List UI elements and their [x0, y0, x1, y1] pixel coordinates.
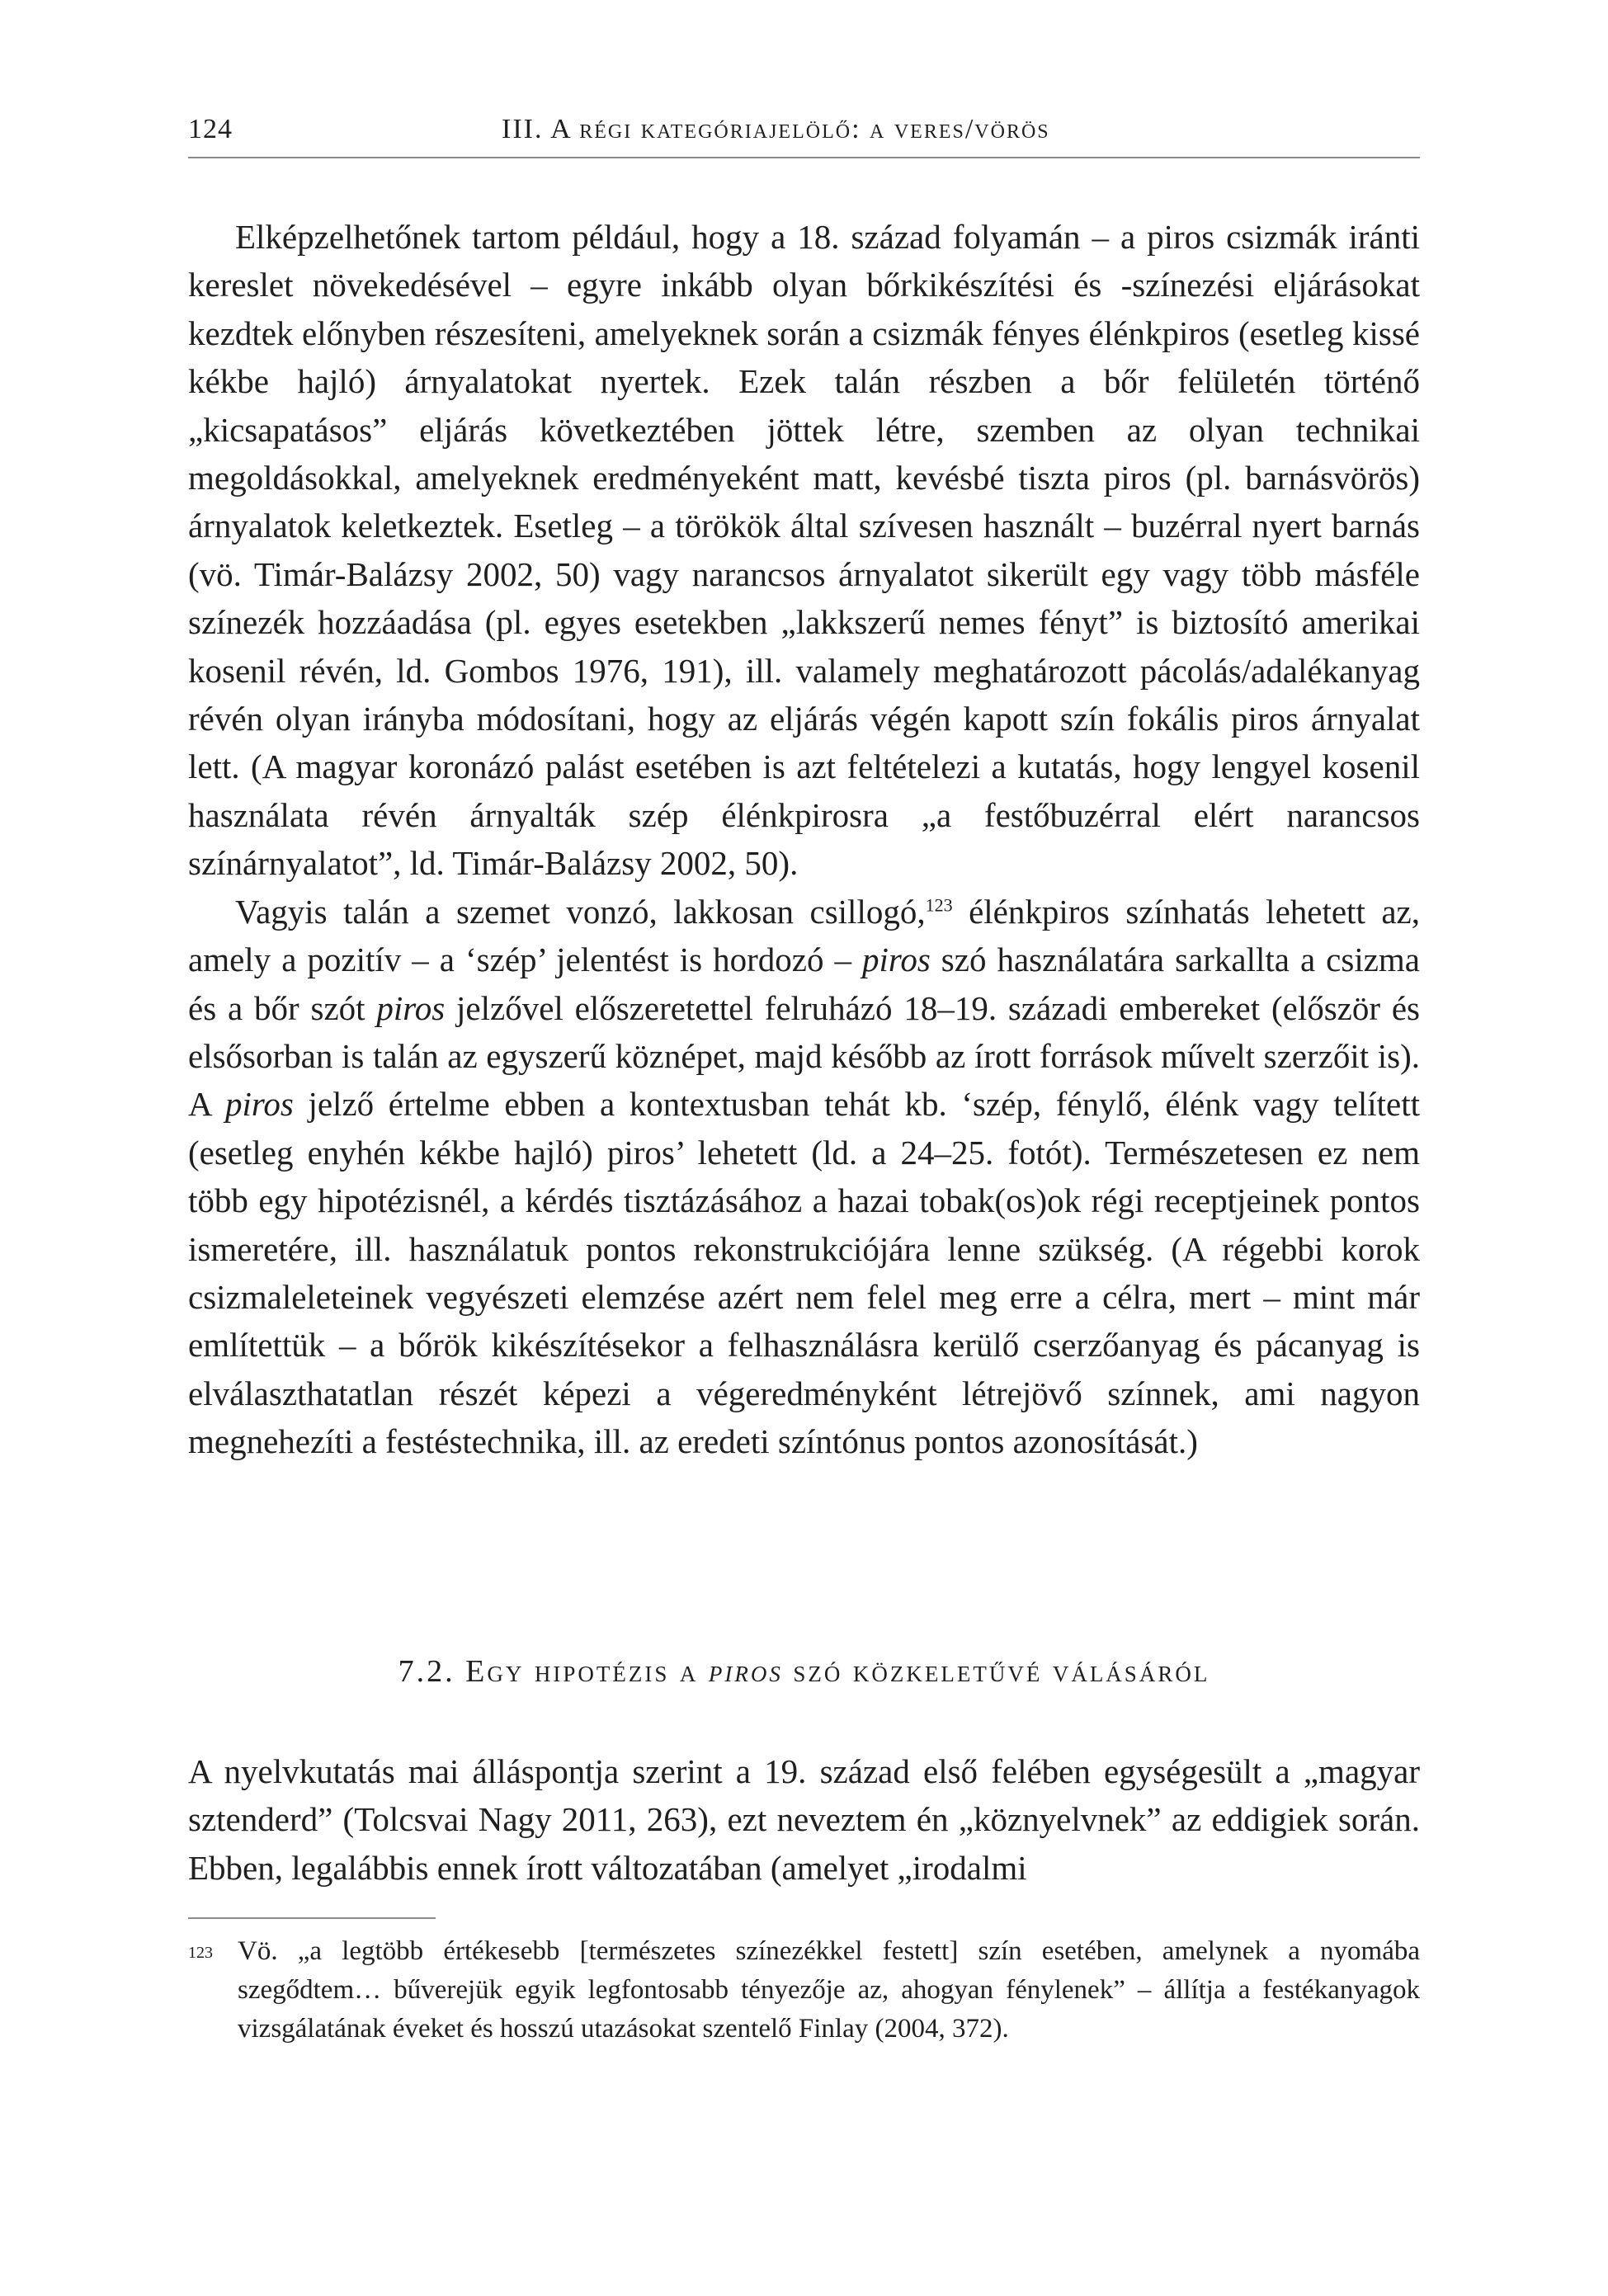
section-text — [188, 1747, 1420, 1892]
italic-term: piros — [225, 1085, 294, 1124]
p2-text-a: Vagyis talán a szemet vonzó, lakkosan csillogó, — [235, 892, 926, 931]
footnote-text: Vö. „a legtöbb értékesebb [természetes színezékkel festett] szín esetében, amelynek a nyomába szegődtem… bűverejük egyik legfontosabb tényezője az, ahogyan fénylenek” – állítja a festékanyagok vizsgálatának éveket és hosszú utazásokat szentelő Finlay (2004, 372). — [238, 1936, 1420, 2044]
section-heading-text-a: 7.2. Egy hipotézis a — [398, 1654, 709, 1689]
p2-text-c: szó használatára sarkallta a csizma és a bőr szót — [188, 941, 1420, 1027]
p2-text-b: élénkpiros színhatás lehetett az, amely a pozitív – a ‘szép’ jelentést is hordozó – — [188, 892, 1420, 979]
page-number: 124 — [188, 114, 233, 144]
section-heading — [188, 1653, 1420, 1690]
p2-text-e: jelző értelme ebben a kontextusban tehát kb. ‘szép, fénylő, élénk vagy telített (esetleg enyhén kékbe hajló) piros’ lehetett (ld. a 24–25. fotót). Természetesen ez nem több egy hipotézisnél, a kérdés tisztázásához a hazai tobak(os)ok régi receptjeinek pontos ismeretére, ill. használatuk pontos rekonstrukciójára lenne szükség. (A régebbi korok csizmaleleteinek vegyészeti elemzése azért nem felel meg erre a célra, mert – mint már említettük – a bőrök kikészítésekor a felhasználásra kerülő cserzőanyag és pácanyag is elválaszthatatlan részét képezi a végeredményként létrejövő színnek, ami nagyon megnehezíti a festéstechnika, ill. az eredeti színtónus pontos azonosítását.) — [188, 1085, 1420, 1461]
footnote-number: 123 — [188, 1944, 213, 1962]
body-paragraph-1: Elképzelhetőnek tartom például, hogy a 18. század folyamán – a piros csizmák iránti kereslet növekedésével – egyre inkább olyan bőrkikészítési és -színezési eljárásokat kezdtek előnyben részesíteni, amelyeknek során a csizmák fényes élénkpiros (esetleg kissé kékbe hajló) árnyalatokat nyertek. Ezek talán részben a bőr felületén történő „kicsapatásos” eljárás következtében jöttek létre, szemben az olyan technikai megoldásokkal, amelyeknek eredményeként matt, kevésbé tiszta piros (pl. barnásvörös) árnyalatok keletkeztek. Esetleg – a törökök által szívesen használt – buzérral nyert barnás (vö. Timár-Balázsy 2002, 50) vagy narancsos árnyalatot sikerült egy vagy több másféle színezék hozzáadása (pl. egyes esetekben „lakkszerű nemes fényt” is biztosító amerikai kosenil révén, ld. Gombos 1976, 191), ill. valamely meghatározott pácolás/adalékanyag révén olyan irányba módosítani, hogy az eljárás végén kapott szín fokális piros árnyalat lett. (A magyar koronázó palást esetében is azt feltételezi a kutatás, hogy lengyel kosenil használata révén árnyalták szép élénkpirosra „a festőbuzérral elért narancsos színárnyalatot”, ld. Timár-Balázsy 2002, 50). — [188, 218, 1420, 883]
italic-term: piros — [862, 941, 931, 979]
running-title: III. A régi kategóriajelölő: a veres/vörös — [502, 114, 1050, 144]
main-text — [188, 213, 1420, 1466]
footnote-block — [188, 1932, 1420, 2048]
section-heading-italic: piros — [708, 1654, 783, 1689]
p2-text-d: jelzővel előszeretettel felruházó 18–19. századi embereket (először és elsősorban is talán az egyszerű köznépet, majd később az írott források művelt szerzőit is). A — [188, 988, 1420, 1124]
footnote-reference[interactable]: 123 — [925, 894, 953, 916]
footnote-rule — [188, 1917, 436, 1919]
section-heading-text-b: szó közkeletűvé válásáról — [782, 1654, 1210, 1689]
running-head — [188, 106, 1420, 155]
body-paragraph-2 — [188, 888, 1420, 1466]
italic-term: piros — [376, 988, 446, 1027]
header-rule — [188, 157, 1420, 158]
section-paragraph: A nyelvkutatás mai álláspontja szerint a 19. század első felében egységesült a „magyar sztenderd” (Tolcsvai Nagy 2011, 263), ezt neveztem én „köznyelvnek” az eddigiek során. Ebben, legalábbis ennek írott változatában (amelyet „irodalmi — [188, 1752, 1420, 1887]
footnote-item — [188, 1932, 1420, 2048]
